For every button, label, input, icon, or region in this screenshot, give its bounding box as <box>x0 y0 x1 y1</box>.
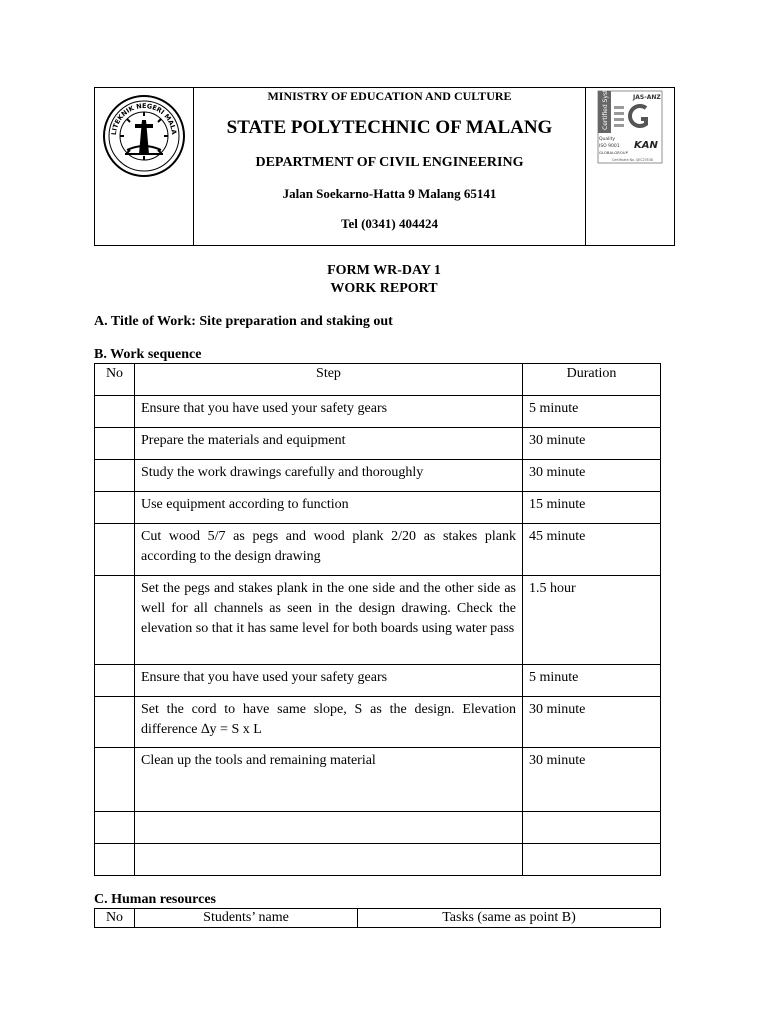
phone: Tel (0341) 404424 <box>340 216 439 231</box>
step-text: Ensure that you have used your safety gears <box>135 396 523 428</box>
table-row <box>95 576 661 665</box>
row-number <box>95 576 135 665</box>
duration-text: 5 minute <box>523 665 661 697</box>
table-row <box>95 748 661 812</box>
letterhead-text <box>193 88 586 245</box>
globalgroup-text: GLOBALGROUP <box>599 150 628 155</box>
table-row <box>95 844 661 876</box>
step-text <box>135 812 523 844</box>
duration-text: 30 minute <box>523 428 661 460</box>
column-header: No <box>95 364 135 396</box>
step-text: Prepare the materials and equipment <box>135 428 523 460</box>
column-header: Tasks (same as point B) <box>358 909 661 928</box>
human-resources-table <box>94 908 661 928</box>
institution-name: STATE POLYTECHNIC OF MALANG <box>226 117 553 138</box>
table-row <box>95 524 661 576</box>
jas-anz-text: JAS-ANZ <box>633 94 661 101</box>
row-number <box>95 812 135 844</box>
step-text: Ensure that you have used your safety gears <box>135 665 523 697</box>
table-row <box>95 812 661 844</box>
step-text <box>135 844 523 876</box>
work-sequence-table <box>94 363 661 876</box>
duration-text: 30 minute <box>523 460 661 492</box>
section-a-heading: A. Title of Work: Site preparation and staking out <box>94 314 393 329</box>
iso-text: ISO 9001 <box>599 144 620 149</box>
step-text: Clean up the tools and remaining material <box>135 748 523 812</box>
step-text: Use equipment according to function <box>135 492 523 524</box>
form-title: WORK REPORT <box>330 281 438 296</box>
row-number <box>95 665 135 697</box>
column-header: Step <box>135 364 523 396</box>
address: Jalan Soekarno-Hatta 9 Malang 65141 <box>282 186 497 201</box>
logo-cell <box>95 88 194 245</box>
quality-text: Quality <box>599 137 616 142</box>
duration-text: 30 minute <box>523 697 661 748</box>
cert-side-text: Certified System <box>602 88 609 130</box>
duration-text <box>523 812 661 844</box>
step-text: Set the cord to have same slope, S as the design. Elevation difference ∆y = S x L <box>135 697 523 748</box>
ministry-name: MINISTRY OF EDUCATION AND CULTURE <box>267 89 512 103</box>
row-number <box>95 428 135 460</box>
step-text: Set the pegs and stakes plank in the one side and the other side as well for all channels as seen in the design drawing. Check the elevation so that it has same level for both boards using water pass <box>135 576 523 665</box>
kan-text: KAN <box>634 140 658 151</box>
form-code: FORM WR-DAY 1 <box>327 263 441 278</box>
table-row <box>95 428 661 460</box>
table-header-row <box>95 364 661 396</box>
row-number <box>95 844 135 876</box>
table-row <box>95 396 661 428</box>
row-number <box>95 524 135 576</box>
table-row <box>95 492 661 524</box>
row-number <box>95 748 135 812</box>
column-header: Duration <box>523 364 661 396</box>
table-row <box>95 460 661 492</box>
duration-text: 15 minute <box>523 492 661 524</box>
duration-text: 5 minute <box>523 396 661 428</box>
duration-text: 45 minute <box>523 524 661 576</box>
letterhead <box>94 87 675 246</box>
certification-badge-icon <box>586 88 674 245</box>
row-number <box>95 460 135 492</box>
column-header: Students’ name <box>135 909 358 928</box>
column-header: No <box>95 909 135 928</box>
department-name: DEPARTMENT OF CIVIL ENGINEERING <box>255 155 524 170</box>
polytechnic-logo-icon <box>95 88 193 245</box>
section-c-heading: C. Human resources <box>94 892 216 907</box>
step-text: Study the work drawings carefully and thoroughly <box>135 460 523 492</box>
certification-cell <box>585 88 674 245</box>
row-number <box>95 697 135 748</box>
cert-number: Certificate No. QEC23538 <box>612 158 653 162</box>
duration-text: 30 minute <box>523 748 661 812</box>
duration-text: 1.5 hour <box>523 576 661 665</box>
section-b-heading: B. Work sequence <box>94 347 202 362</box>
table-row <box>95 665 661 697</box>
table-row <box>95 697 661 748</box>
step-text: Cut wood 5/7 as pegs and wood plank 2/20 as stakes plank according to the design drawing <box>135 524 523 576</box>
duration-text <box>523 844 661 876</box>
row-number <box>95 396 135 428</box>
row-number <box>95 492 135 524</box>
logo-text: LITEKNIK NEGERI MALA <box>109 101 179 136</box>
table-header-row <box>95 909 661 928</box>
